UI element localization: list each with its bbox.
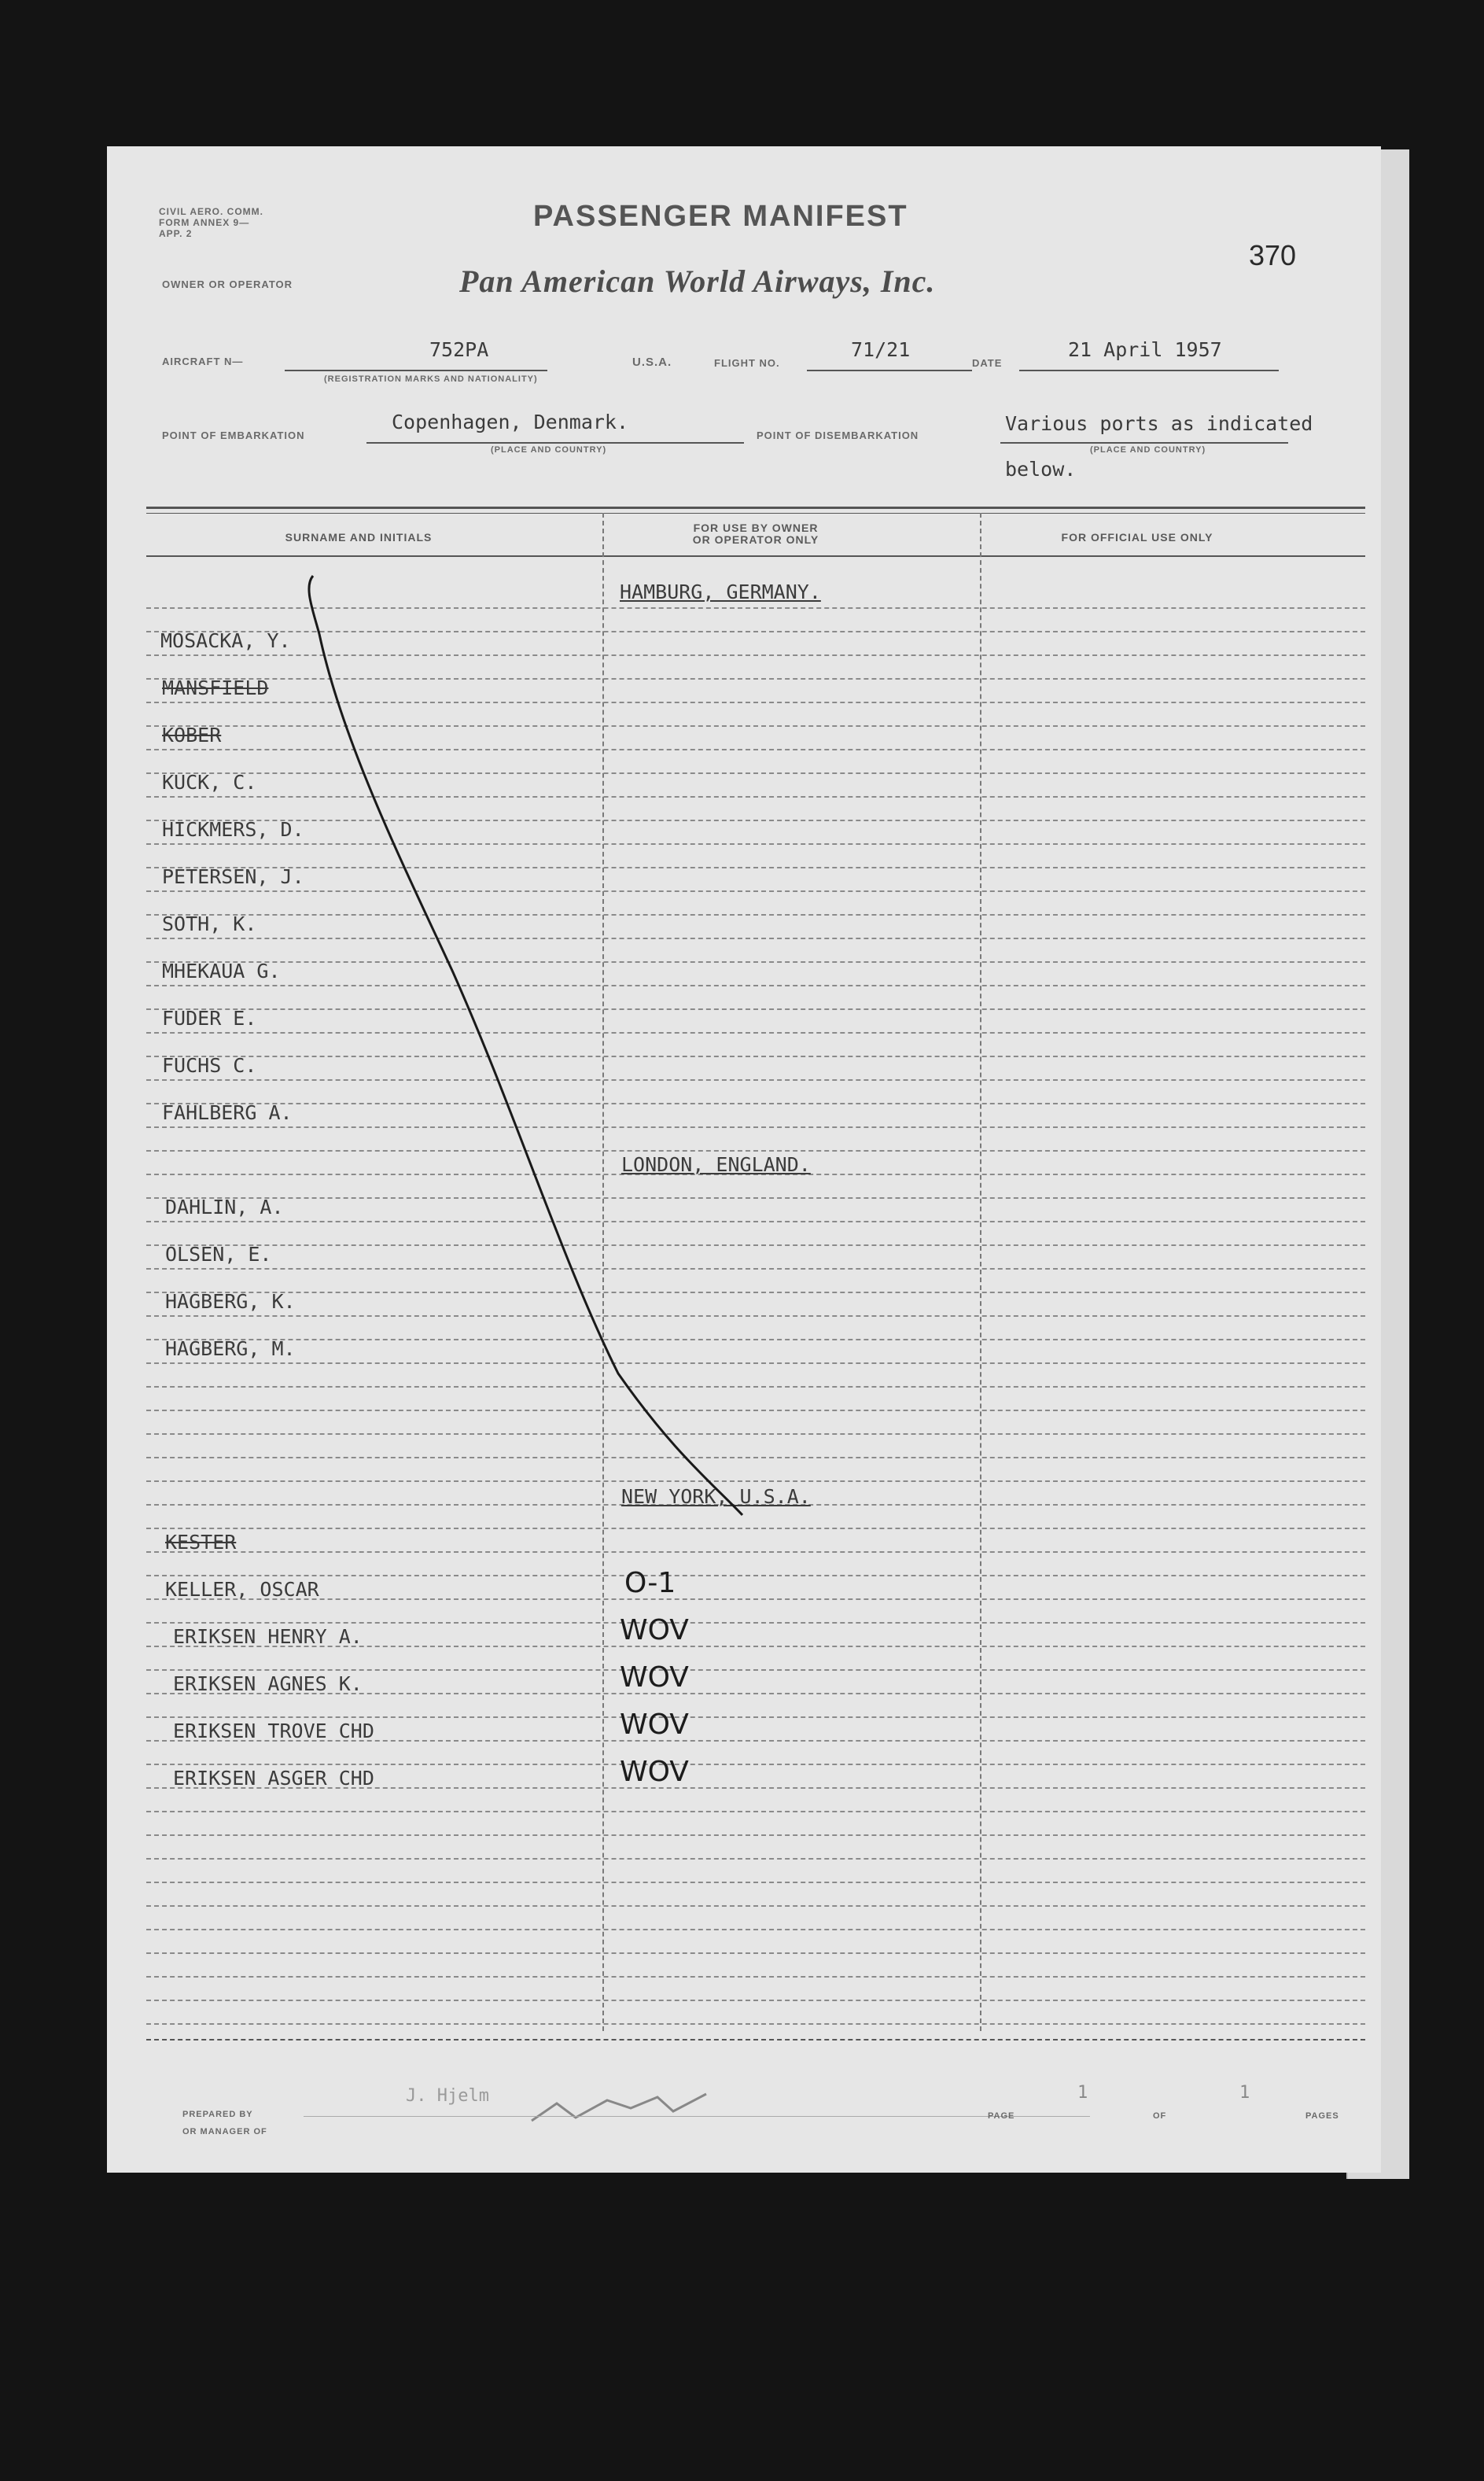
passenger-name: HAGBERG, M. (165, 1337, 296, 1360)
form-reference: CIVIL AERO. COMM. FORM ANNEX 9—APP. 2 (159, 206, 264, 239)
prepared-by-name: J. Hjelm (406, 2086, 489, 2106)
handwritten-code: O-1 (624, 1567, 676, 1599)
passenger-name: SOTH, K. (162, 912, 257, 935)
manifest-page (107, 146, 1381, 2173)
passenger-name: KUCK, C. (162, 771, 257, 794)
disembarkation-value-cont: below. (1005, 458, 1077, 481)
flight-value: 71/21 (851, 338, 911, 361)
aircraft-label: AIRCRAFT N— (162, 356, 244, 367)
passenger-name: ERIKSEN HENRY A. (173, 1625, 363, 1648)
page-title: PASSENGER MANIFEST (533, 200, 908, 233)
destination-hamburg: HAMBURG, GERMANY. (620, 581, 821, 603)
disembarkation-value: Various ports as indicated (1005, 412, 1313, 435)
passenger-name: FUCHS C. (162, 1054, 257, 1077)
pages-label: PAGES (1305, 2111, 1339, 2121)
of-label: OF (1153, 2111, 1167, 2121)
operator-name: Pan American World Airways, Inc. (459, 264, 936, 299)
destination-london: LONDON, ENGLAND. (621, 1153, 811, 1176)
passenger-name: KOBER (162, 724, 222, 747)
handwritten-code: WOV (620, 1756, 689, 1788)
passenger-name: HAGBERG, K. (165, 1290, 296, 1313)
passenger-name: MHEKAUA G. (162, 960, 281, 982)
passenger-name: KESTER (165, 1531, 237, 1554)
passenger-name: FUDER E. (162, 1007, 257, 1030)
embarkation-value: Copenhagen, Denmark. (392, 411, 629, 433)
aircraft-sublabel: (REGISTRATION MARKS AND NATIONALITY) (324, 374, 538, 384)
usa-label: U.S.A. (632, 356, 672, 369)
passenger-name: OLSEN, E. (165, 1243, 272, 1266)
passenger-name: DAHLIN, A. (165, 1196, 284, 1218)
passenger-name: FAHLBERG A. (162, 1101, 293, 1124)
passenger-name: MANSFIELD (162, 676, 269, 699)
page-number: 1 (1077, 2083, 1088, 2103)
handwritten-code: WOV (620, 1661, 689, 1694)
passenger-name: KELLER, OSCAR (165, 1578, 319, 1601)
page-label: PAGE (988, 2111, 1015, 2121)
passenger-name: PETERSEN, J. (162, 865, 304, 888)
disembarkation-sublabel: (PLACE AND COUNTRY) (1090, 445, 1206, 455)
handwritten-stroke (107, 146, 1381, 2173)
handwritten-code: WOV (620, 1614, 689, 1646)
passenger-name: ERIKSEN ASGER CHD (173, 1767, 374, 1790)
passenger-name: HICKMERS, D. (162, 818, 304, 841)
embarkation-sublabel: (PLACE AND COUNTRY) (491, 445, 607, 455)
passenger-name: MOSACKA, Y. (160, 629, 291, 652)
column-header-owner-use-line2: OR OPERATOR ONLY (692, 533, 819, 546)
handwritten-code: WOV (620, 1709, 689, 1741)
date-label: DATE (972, 357, 1003, 369)
page-count: 1 (1239, 2083, 1250, 2103)
page-stamp: 370 (1249, 239, 1297, 271)
column-header-official: FOR OFFICIAL USE ONLY (1061, 531, 1213, 544)
column-header-surname: SURNAME AND INITIALS (285, 531, 433, 544)
destination-new-york: NEW YORK, U.S.A. (621, 1485, 811, 1508)
prepared-by-sublabel: OR MANAGER OF (182, 2127, 267, 2136)
passenger-name: ERIKSEN AGNES K. (173, 1672, 363, 1695)
date-value: 21 April 1957 (1068, 338, 1222, 361)
disembarkation-label: POINT OF DISEMBARKATION (757, 429, 919, 441)
embarkation-label: POINT OF EMBARKATION (162, 429, 305, 441)
flight-label: FLIGHT NO. (714, 357, 780, 369)
prepared-by-label: PREPARED BY (182, 2110, 253, 2119)
owner-operator-label: OWNER OR OPERATOR (162, 278, 293, 290)
column-header-owner-use-line1: FOR USE BY OWNER (693, 522, 819, 534)
passenger-name: ERIKSEN TROVE CHD (173, 1720, 374, 1742)
aircraft-value: 752PA (429, 338, 489, 361)
footer-underline (304, 2116, 1090, 2117)
